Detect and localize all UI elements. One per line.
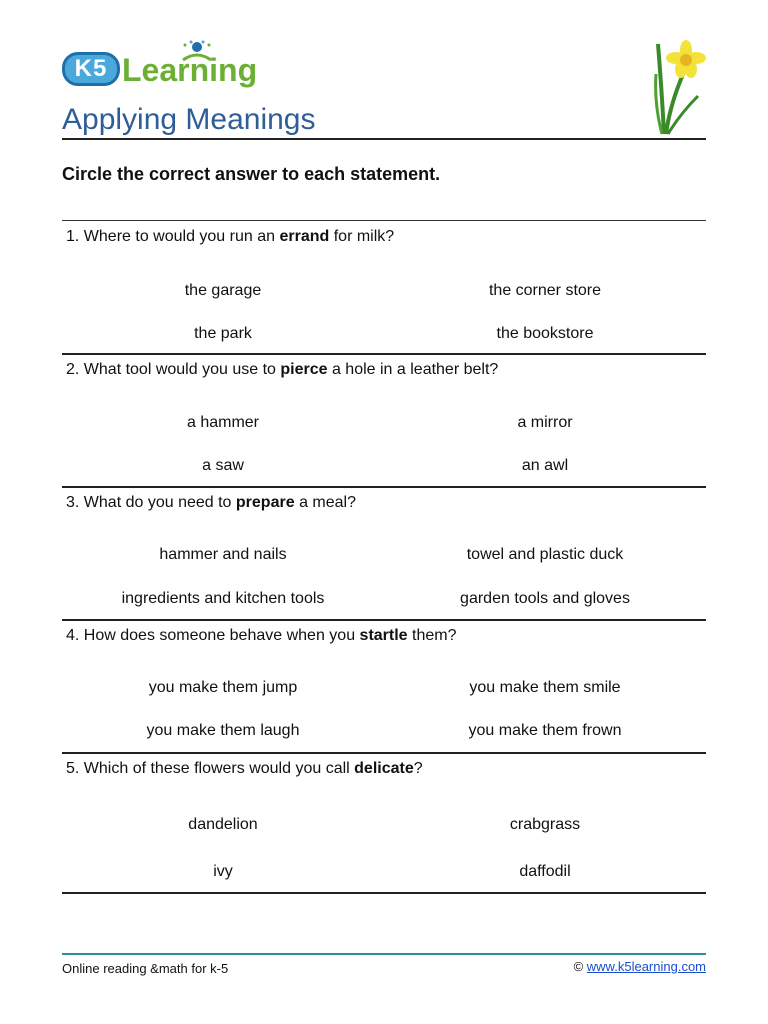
answer-option[interactable]: a mirror: [517, 414, 573, 431]
question-text: 1. Where to would you run an errand for milk?: [66, 228, 395, 245]
question-4: [62, 621, 706, 754]
questions-top-divider: [62, 220, 706, 221]
footer-link[interactable]: www.k5learning.com: [586, 959, 706, 974]
question-text: 3. What do you need to prepare a meal?: [66, 494, 356, 511]
keyword: pierce: [280, 361, 328, 378]
answer-option[interactable]: an awl: [521, 457, 569, 474]
answer-option[interactable]: dandelion: [188, 816, 258, 833]
keyword: errand: [279, 228, 330, 245]
answer-option[interactable]: crabgrass: [509, 816, 581, 833]
keyword: prepare: [235, 494, 295, 511]
question-text: 5. Which of these flowers would you call delicate?: [66, 760, 423, 777]
answer-option[interactable]: garden tools and gloves: [460, 590, 630, 607]
page-title: Applying Meanings: [62, 103, 316, 136]
question-1: [62, 222, 706, 355]
answer-option[interactable]: you make them laugh: [146, 722, 300, 739]
answer-option[interactable]: hammer and nails: [159, 546, 287, 563]
answer-option[interactable]: ivy: [213, 863, 233, 880]
keyword: delicate: [354, 760, 414, 777]
question-2: [62, 355, 706, 488]
copyright-symbol: ©: [573, 959, 584, 974]
answer-option[interactable]: the park: [194, 325, 252, 342]
answer-option[interactable]: the garage: [184, 282, 262, 299]
instructions: Circle the correct answer to each statement.: [62, 164, 441, 184]
footer-divider: [62, 953, 706, 955]
answer-option[interactable]: the corner store: [488, 282, 602, 299]
k5-learning-logo: [62, 40, 258, 96]
answer-option[interactable]: you make them frown: [468, 722, 622, 739]
footer-tagline: Online reading &math for k-5: [62, 961, 229, 976]
logo-badge: K5: [62, 52, 120, 86]
title-divider: [62, 138, 706, 140]
answer-option[interactable]: you make them smile: [469, 679, 621, 696]
answer-option[interactable]: towel and plastic duck: [466, 546, 624, 563]
answer-option[interactable]: a hammer: [186, 414, 260, 431]
answer-option[interactable]: daffodil: [519, 863, 571, 880]
keyword: startle: [359, 627, 408, 644]
answer-option[interactable]: a saw: [202, 457, 244, 474]
footer-copyright: [574, 958, 706, 976]
answer-option[interactable]: you make them jump: [148, 679, 298, 696]
logo-word: Learning: [122, 52, 258, 88]
question-3: [62, 488, 706, 621]
question-5: [62, 754, 706, 894]
answer-option[interactable]: ingredients and kitchen tools: [121, 590, 325, 607]
question-text: 2. What tool would you use to pierce a hole in a leather belt?: [66, 361, 499, 378]
daffodil-icon: [640, 34, 710, 136]
answer-option[interactable]: the bookstore: [496, 325, 594, 342]
question-text: 4. How does someone behave when you startle them?: [66, 627, 457, 644]
